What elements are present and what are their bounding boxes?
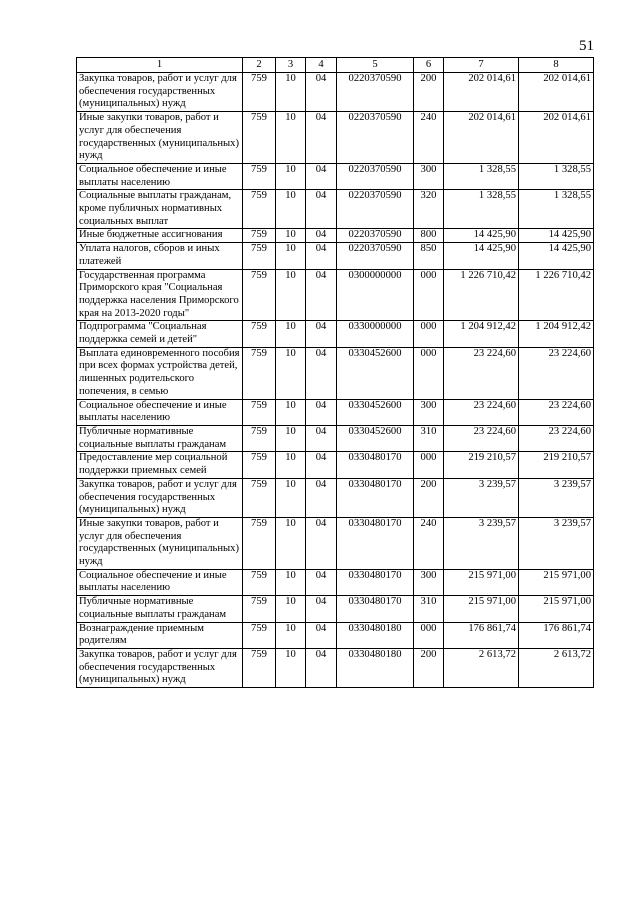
cell-c4: 04 [306,452,337,478]
cell-c6: 200 [414,478,444,517]
cell-c7: 1 328,55 [444,163,519,189]
cell-c8: 23 224,60 [519,347,594,399]
cell-c8: 3 239,57 [519,517,594,569]
cell-c3: 10 [276,163,306,189]
cell-c8: 202 014,61 [519,112,594,164]
cell-c7: 3 239,57 [444,517,519,569]
cell-c5: 0330452600 [337,347,414,399]
cell-name: Закупка товаров, работ и услуг для обеспечения государственных (муниципальных) нужд [77,648,243,687]
cell-c6: 200 [414,648,444,687]
header-cell: 5 [337,58,414,73]
cell-c2: 759 [243,478,276,517]
table-row [77,596,594,622]
table-row [77,452,594,478]
cell-c7: 219 210,57 [444,452,519,478]
cell-c5: 0330452600 [337,425,414,451]
cell-c7: 14 425,90 [444,243,519,269]
cell-c3: 10 [276,269,306,321]
cell-c7: 23 224,60 [444,425,519,451]
cell-c5: 0330452600 [337,399,414,425]
cell-c5: 0330480180 [337,622,414,648]
cell-c4: 04 [306,163,337,189]
header-cell: 3 [276,58,306,73]
cell-c2: 759 [243,596,276,622]
cell-name: Государственная программа Приморского края "Социальная поддержка населения Приморского края на 2013-2020 годы" [77,269,243,321]
cell-c5: 0220370590 [337,112,414,164]
table-row [77,163,594,189]
cell-name: Закупка товаров, работ и услуг для обеспечения государственных (муниципальных) нужд [77,478,243,517]
cell-c8: 14 425,90 [519,229,594,243]
cell-c8: 202 014,61 [519,73,594,112]
cell-c4: 04 [306,112,337,164]
cell-c6: 240 [414,112,444,164]
table-row [77,269,594,321]
cell-name: Социальное обеспечение и иные выплаты населению [77,163,243,189]
table-row [77,190,594,229]
cell-c8: 215 971,00 [519,569,594,595]
table-row [77,243,594,269]
cell-c4: 04 [306,517,337,569]
cell-c5: 0330480170 [337,452,414,478]
table-row [77,73,594,112]
cell-name: Иные закупки товаров, работ и услуг для обеспечения государственных (муниципальных) нужд [77,112,243,164]
cell-name: Вознаграждение приемным родителям [77,622,243,648]
cell-c4: 04 [306,596,337,622]
cell-c4: 04 [306,622,337,648]
cell-c2: 759 [243,73,276,112]
header-cell: 2 [243,58,276,73]
cell-c3: 10 [276,347,306,399]
cell-c7: 215 971,00 [444,596,519,622]
cell-c6: 300 [414,569,444,595]
cell-c3: 10 [276,190,306,229]
cell-c2: 759 [243,399,276,425]
cell-c7: 202 014,61 [444,73,519,112]
table-row [77,569,594,595]
header-cell: 8 [519,58,594,73]
cell-c7: 23 224,60 [444,347,519,399]
cell-name: Иные закупки товаров, работ и услуг для обеспечения государственных (муниципальных) нужд [77,517,243,569]
header-row [77,58,594,73]
table-row [77,321,594,347]
cell-c7: 1 226 710,42 [444,269,519,321]
cell-c3: 10 [276,112,306,164]
cell-c3: 10 [276,596,306,622]
cell-c6: 320 [414,190,444,229]
cell-c4: 04 [306,478,337,517]
cell-c5: 0220370590 [337,73,414,112]
cell-c4: 04 [306,243,337,269]
cell-c5: 0330480180 [337,648,414,687]
cell-name: Выплата единовременного пособия при всех формах устройства детей, лишенных родительского попечения, в семью [77,347,243,399]
cell-c5: 0330480170 [337,517,414,569]
cell-c6: 310 [414,425,444,451]
header-cell: 7 [444,58,519,73]
cell-c4: 04 [306,347,337,399]
cell-c6: 000 [414,452,444,478]
cell-c2: 759 [243,321,276,347]
cell-c2: 759 [243,452,276,478]
cell-c6: 000 [414,622,444,648]
table-row [77,622,594,648]
cell-name: Иные бюджетные ассигнования [77,229,243,243]
cell-c6: 000 [414,347,444,399]
cell-c5: 0300000000 [337,269,414,321]
cell-c2: 759 [243,163,276,189]
cell-c2: 759 [243,269,276,321]
cell-c4: 04 [306,648,337,687]
table-row [77,517,594,569]
cell-c2: 759 [243,569,276,595]
cell-c4: 04 [306,399,337,425]
cell-c7: 1 328,55 [444,190,519,229]
cell-c2: 759 [243,112,276,164]
cell-c8: 1 328,55 [519,163,594,189]
cell-c7: 202 014,61 [444,112,519,164]
cell-c2: 759 [243,622,276,648]
table-row [77,347,594,399]
cell-c3: 10 [276,425,306,451]
cell-c5: 0220370590 [337,229,414,243]
cell-c8: 219 210,57 [519,452,594,478]
cell-c8: 23 224,60 [519,399,594,425]
cell-c6: 240 [414,517,444,569]
cell-c4: 04 [306,425,337,451]
table-row [77,478,594,517]
cell-c4: 04 [306,269,337,321]
cell-c8: 23 224,60 [519,425,594,451]
cell-c3: 10 [276,73,306,112]
cell-name: Социальные выплаты гражданам, кроме публичных нормативных социальных выплат [77,190,243,229]
cell-c4: 04 [306,229,337,243]
cell-c8: 1 328,55 [519,190,594,229]
cell-c2: 759 [243,425,276,451]
cell-c3: 10 [276,517,306,569]
cell-c8: 1 204 912,42 [519,321,594,347]
cell-c2: 759 [243,648,276,687]
cell-name: Публичные нормативные социальные выплаты гражданам [77,425,243,451]
budget-table [76,57,594,688]
cell-c4: 04 [306,73,337,112]
cell-c4: 04 [306,321,337,347]
cell-c6: 310 [414,596,444,622]
cell-c8: 2 613,72 [519,648,594,687]
table-row [77,425,594,451]
cell-c3: 10 [276,569,306,595]
cell-c2: 759 [243,517,276,569]
cell-c5: 0330000000 [337,321,414,347]
cell-c3: 10 [276,399,306,425]
cell-c5: 0330480170 [337,596,414,622]
cell-c3: 10 [276,321,306,347]
cell-c6: 300 [414,163,444,189]
cell-c7: 215 971,00 [444,569,519,595]
cell-c7: 23 224,60 [444,399,519,425]
cell-c2: 759 [243,229,276,243]
cell-c5: 0220370590 [337,190,414,229]
header-cell: 1 [77,58,243,73]
cell-c3: 10 [276,229,306,243]
table-row [77,648,594,687]
cell-name: Уплата налогов, сборов и иных платежей [77,243,243,269]
cell-c6: 800 [414,229,444,243]
cell-name: Социальное обеспечение и иные выплаты населению [77,399,243,425]
cell-c7: 1 204 912,42 [444,321,519,347]
cell-c2: 759 [243,243,276,269]
cell-name: Закупка товаров, работ и услуг для обеспечения государственных (муниципальных) нужд [77,73,243,112]
cell-c5: 0220370590 [337,163,414,189]
cell-c8: 176 861,74 [519,622,594,648]
header-cell: 6 [414,58,444,73]
cell-c6: 200 [414,73,444,112]
cell-c6: 000 [414,269,444,321]
cell-c3: 10 [276,478,306,517]
header-cell: 4 [306,58,337,73]
cell-c4: 04 [306,190,337,229]
cell-c8: 14 425,90 [519,243,594,269]
cell-c3: 10 [276,622,306,648]
cell-c8: 1 226 710,42 [519,269,594,321]
cell-c3: 10 [276,243,306,269]
cell-c7: 2 613,72 [444,648,519,687]
cell-c2: 759 [243,347,276,399]
cell-c6: 850 [414,243,444,269]
cell-c5: 0330480170 [337,569,414,595]
cell-c7: 176 861,74 [444,622,519,648]
table-row [77,112,594,164]
cell-c2: 759 [243,190,276,229]
page-number: 51 [579,38,594,54]
cell-c5: 0220370590 [337,243,414,269]
cell-c8: 215 971,00 [519,596,594,622]
cell-name: Подпрограмма "Социальная поддержка семей и детей" [77,321,243,347]
cell-name: Социальное обеспечение и иные выплаты населению [77,569,243,595]
cell-c3: 10 [276,452,306,478]
cell-name: Предоставление мер социальной поддержки приемных семей [77,452,243,478]
cell-c3: 10 [276,648,306,687]
cell-c4: 04 [306,569,337,595]
table-row [77,399,594,425]
cell-c5: 0330480170 [337,478,414,517]
cell-c6: 300 [414,399,444,425]
cell-c8: 3 239,57 [519,478,594,517]
cell-c7: 3 239,57 [444,478,519,517]
cell-name: Публичные нормативные социальные выплаты гражданам [77,596,243,622]
cell-c7: 14 425,90 [444,229,519,243]
cell-c6: 000 [414,321,444,347]
table-row [77,229,594,243]
table-body [77,73,594,688]
